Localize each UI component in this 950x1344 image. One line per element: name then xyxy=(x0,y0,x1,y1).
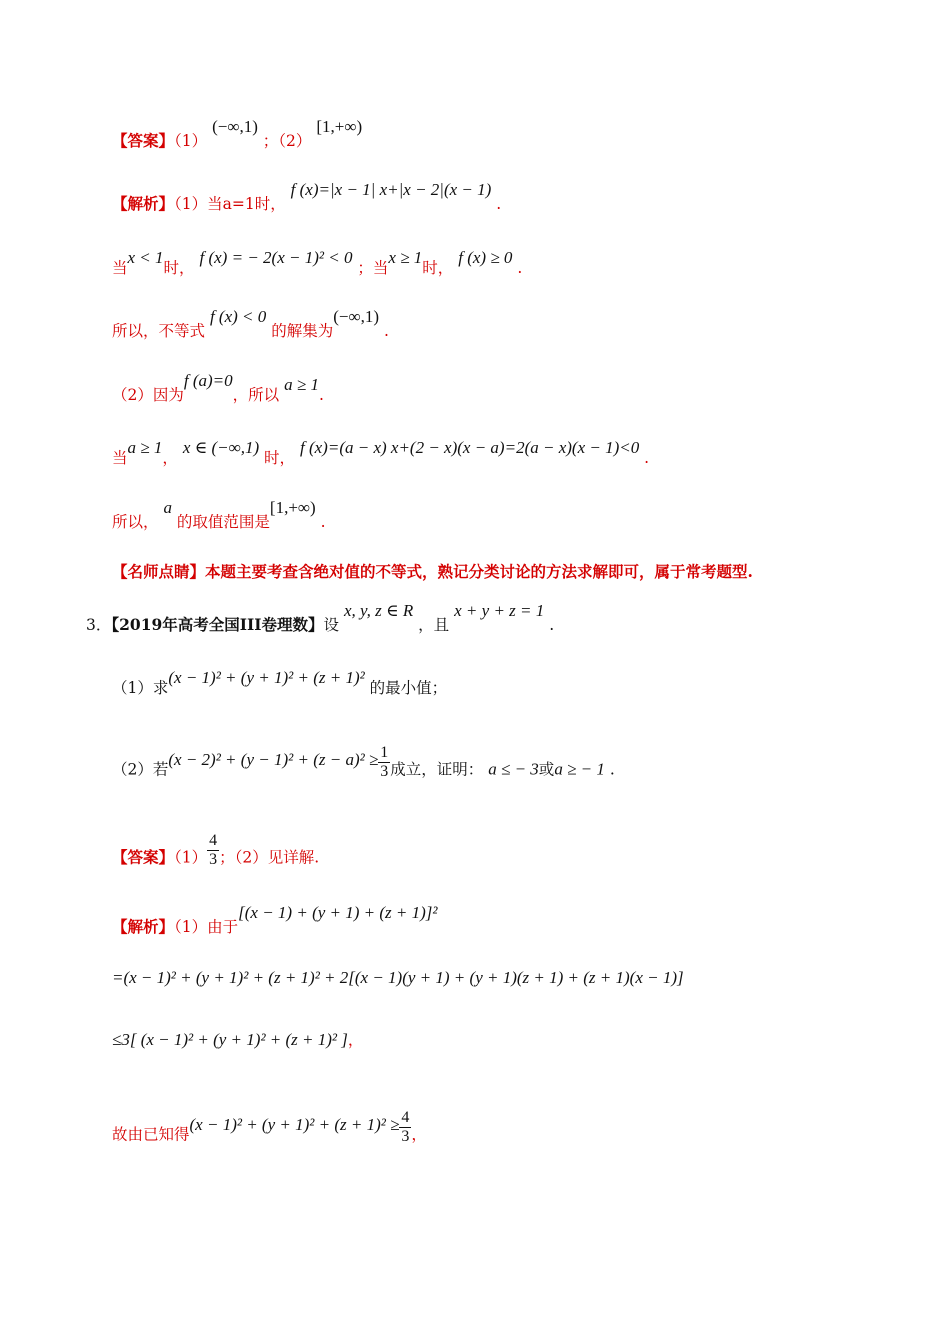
condition-a-le-neg3: a ≤ − 3 xyxy=(488,759,539,779)
teacher-tip: 【名师点睛】本题主要考查含绝对值的不等式，熟记分类讨论的方法求解即可，属于常考题型. xyxy=(112,562,753,581)
expr-negative: f (x) = − 2(x − 1)² < 0 xyxy=(199,248,353,267)
text-and: ，且 xyxy=(418,616,450,634)
answer-sep: ；（2） xyxy=(262,132,312,150)
text-shi: 时， xyxy=(264,449,296,467)
condition-a-ge-neg1: a ≥ − 1 xyxy=(554,759,605,779)
numerator: 4 xyxy=(401,1109,410,1126)
interval-range: [1,+∞) xyxy=(269,498,316,517)
period: . xyxy=(496,195,502,213)
text-set: 设 xyxy=(323,616,340,634)
expr-sum-squares-2: (x − 2)² + (y − 1)² + (z − a)² ≥ xyxy=(168,749,379,769)
question-number: 3． xyxy=(86,616,112,634)
function-definition: f (x)=|x − 1| x+|x − 2|(x − 1) xyxy=(290,180,492,199)
text-min-value: 的最小值； xyxy=(369,679,448,697)
denominator: 3 xyxy=(209,851,218,868)
solution3-line-1 xyxy=(112,903,438,937)
period: . xyxy=(318,386,324,404)
text-inequality: 所以，不等式 xyxy=(112,322,206,340)
fraction-one-third xyxy=(378,744,390,781)
period: . xyxy=(383,322,389,340)
period: . xyxy=(549,616,555,634)
text-because: （1）由于 xyxy=(174,918,239,936)
solution-line-3 xyxy=(112,307,389,341)
solution-label: 【解析】 xyxy=(112,917,175,936)
fraction-four-thirds xyxy=(207,832,219,869)
text-shi2: 时， xyxy=(422,259,454,277)
expr-upper-bound: ≤3[ (x − 1)² + (y + 1)² + (z + 1)² ] xyxy=(112,1030,348,1049)
period: . xyxy=(609,760,615,779)
answer-value1: (−∞,1) xyxy=(212,117,258,136)
answer-part1: （1） xyxy=(174,132,208,150)
answer-rest: ；（2）见详解. xyxy=(219,848,320,867)
answer-line-3 xyxy=(112,832,320,877)
text-if: （2）若 xyxy=(112,760,169,779)
text-or: 或 xyxy=(538,760,555,779)
solution-line-1 xyxy=(112,180,502,214)
period: . xyxy=(320,513,326,531)
expr-squared-sum: [(x − 1) + (y + 1) + (z + 1)]² xyxy=(238,903,438,922)
interval-result: (−∞,1) xyxy=(333,307,379,326)
answer-label: 【答案】 xyxy=(112,847,175,867)
fraction-four-thirds xyxy=(399,1109,411,1146)
text-shi: 时， xyxy=(163,259,195,277)
text-solution-set: 的解集为 xyxy=(271,322,334,340)
answer-line-1 xyxy=(112,117,363,151)
numerator: 1 xyxy=(380,744,389,761)
condition-x-in: x ∈ (−∞,1) xyxy=(182,438,260,457)
text-dang: 当 xyxy=(112,449,128,467)
solution3-line-2 xyxy=(112,968,684,988)
denominator: 3 xyxy=(380,763,389,780)
expr-f-expanded: f (x)=(a − x) x+(2 − x)(x − a)=2(a − x)(x − 1)<0 xyxy=(300,438,640,457)
solution-line-5 xyxy=(112,438,650,468)
text-dang: 当 xyxy=(112,259,128,277)
solution-line-2 xyxy=(112,248,523,278)
expr-f-lt-0: f (x) < 0 xyxy=(209,307,267,326)
text-so: 所以， xyxy=(112,513,159,531)
text-dang2: ；当 xyxy=(357,259,389,277)
comma: ， xyxy=(162,449,178,467)
text-so: ，所以 xyxy=(232,386,280,404)
solution3-line-3 xyxy=(112,1030,363,1050)
text-because: （2）因为 xyxy=(112,386,184,404)
condition-x-lt-1: x < 1 xyxy=(127,248,164,267)
expr-fa-0: f (a)=0 xyxy=(183,371,233,390)
answer-value2: [1,+∞) xyxy=(316,117,363,136)
expr-sum-squares: (x − 1)² + (y + 1)² + (z + 1)² xyxy=(168,668,365,687)
expr-expansion: =(x − 1)² + (y + 1)² + (z + 1)² + 2[(x − 1)(y + 1) + (y + 1)(z + 1) + (z + 1)(x − 1)] xyxy=(112,968,684,987)
solution3-line-4 xyxy=(112,1109,427,1154)
expr-nonneg: f (x) ≥ 0 xyxy=(458,248,513,267)
expr-xyz-real: x, y, z ∈ R xyxy=(343,601,414,620)
comma: ， xyxy=(411,1125,427,1144)
text-find: （1）求 xyxy=(112,679,169,697)
answer-label: 【答案】 xyxy=(112,131,175,150)
solution-intro: （1）当a=1时， xyxy=(174,195,286,213)
question-source: 【2019年高考全国III卷理数】 xyxy=(111,615,324,634)
period: . xyxy=(517,259,523,277)
comma: ， xyxy=(347,1031,364,1049)
answer-part1: （1） xyxy=(174,848,208,867)
question-3-part-1 xyxy=(112,668,448,698)
text-range: 的取值范围是 xyxy=(176,513,270,531)
period: . xyxy=(644,449,650,467)
text-prove: 成立，证明： xyxy=(390,760,484,779)
condition-x-ge-1: x ≥ 1 xyxy=(388,248,423,267)
solution-label: 【解析】 xyxy=(112,194,175,213)
condition-a-ge-1: a ≥ 1 xyxy=(284,375,319,394)
question-3 xyxy=(86,601,555,635)
expr-sum-1: x + y + z = 1 xyxy=(454,601,545,620)
text-therefore: 故由已知得 xyxy=(112,1125,190,1144)
solution-line-6 xyxy=(112,498,326,532)
question-3-part-2 xyxy=(112,744,615,789)
condition-a-ge-1: a ≥ 1 xyxy=(127,438,163,457)
denominator: 3 xyxy=(401,1128,410,1145)
numerator: 4 xyxy=(209,832,218,849)
var-a: a xyxy=(163,498,172,517)
expr-sum-squares-bound: (x − 1)² + (y + 1)² + (z + 1)² ≥ xyxy=(189,1114,400,1134)
solution-line-4 xyxy=(112,371,324,405)
